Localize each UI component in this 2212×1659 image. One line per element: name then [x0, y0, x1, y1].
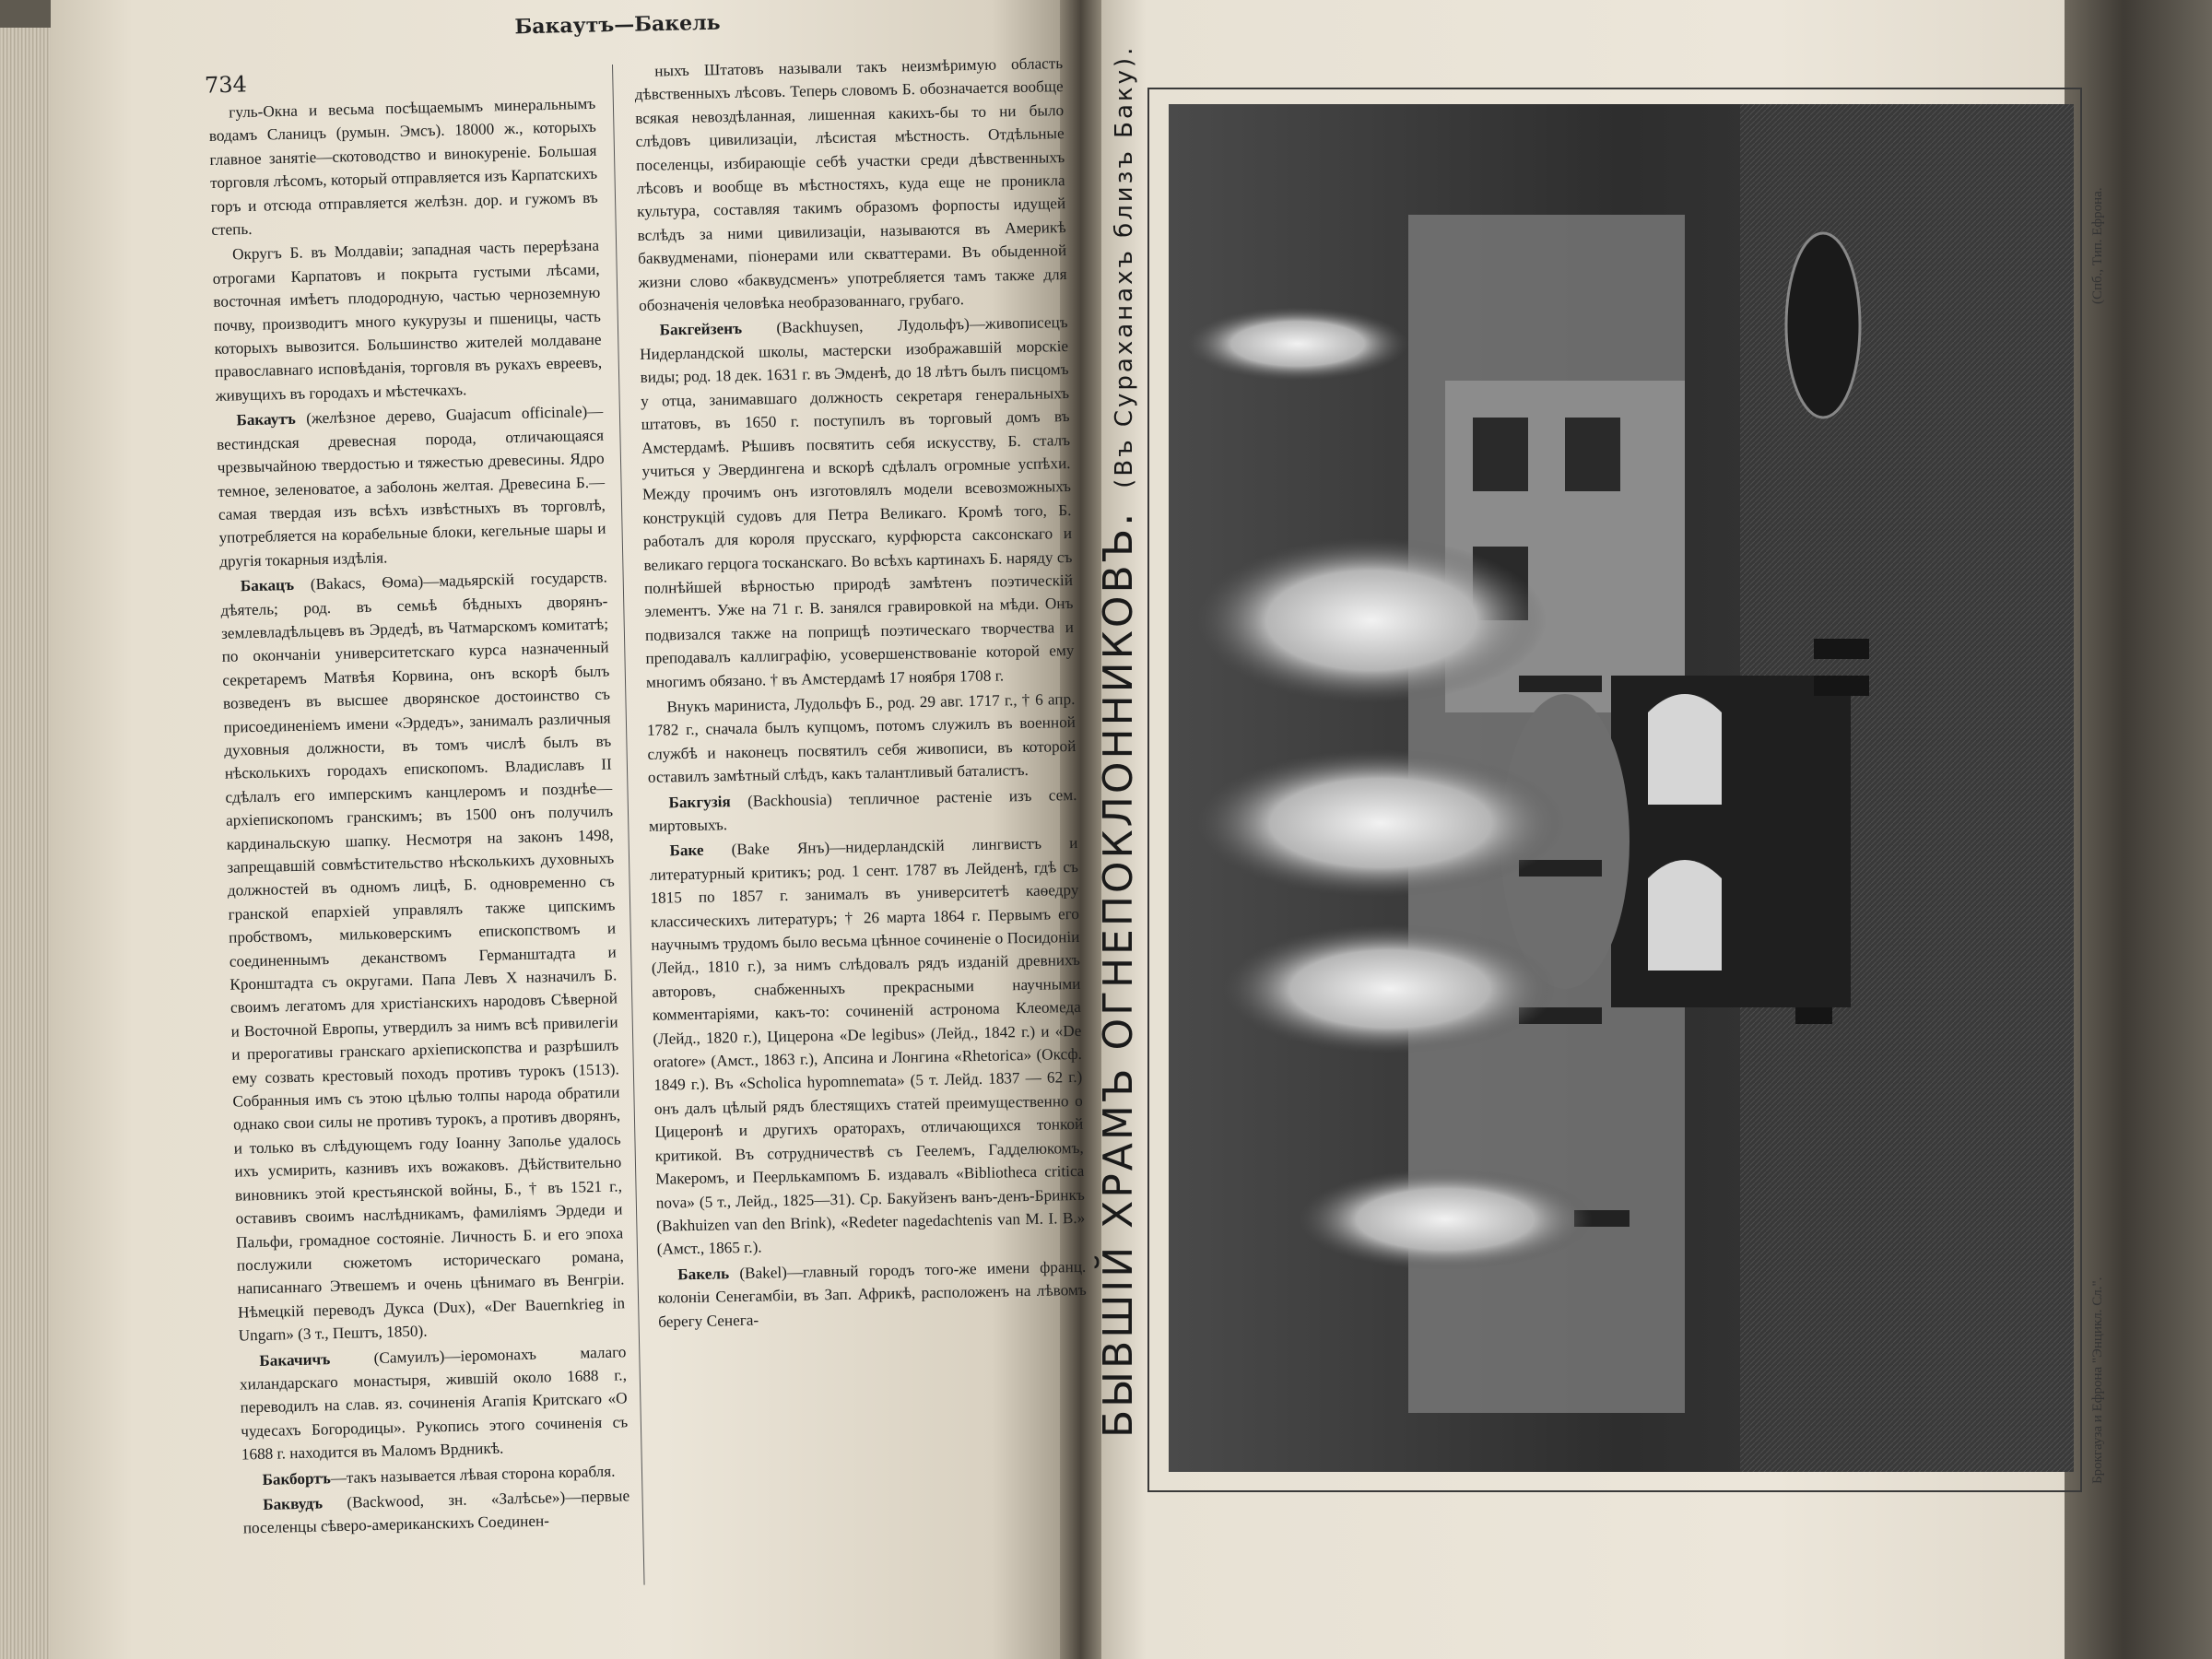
headword: Бакгузія [668, 792, 731, 812]
headword: Баквудъ [262, 1494, 324, 1513]
headword: Бакель [677, 1264, 730, 1284]
headword: Бакачичъ [259, 1349, 331, 1370]
book-cover-edge [2065, 0, 2212, 1659]
article-text: гуль-Окна и весьма посѣщаемымъ минеральнымъ водамъ Сланицъ (румын. Эмсъ). 18000 ж., которыхъ главное занятіе—скотоводство и винокуреніе. Большая торговля лѣсомъ, который отправляется изъ Карпатскихъ горъ и отсюда отправляется желѣзн. дор. и гужомъ въ степь. [208, 94, 598, 239]
headword: Бакбортъ [262, 1468, 331, 1488]
article-paragraph [639, 311, 1075, 693]
article-paragraph [242, 1484, 630, 1540]
article-text: (Backhuysen, Лудольфъ)—живописецъ Нидерландской школы, мастерски изображавшій морскіе виды; род. 18 дек. 1631 г. въ Эмденѣ, до 18 лѣтъ былъ писцомъ у отца, занимавшаго должность секретаря генеральныхъ штатовъ, въ 1650 г. поступилъ въ торговый домъ въ Амстердамѣ. Рѣшивъ посвятить себя искусству, Б. сталъ учиться у Эвердингена и вскорѣ сдѣлалъ огромные успѣхи. Между прочимъ онъ изготовлялъ модели всевозможныхъ конструкцій судовъ для Петра Великаго. Кромѣ того, Б. работалъ для короля прусскаго, курфюрста саксонскаго и великаго герцога тосканскаго. Во всѣхъ картинахъ Б. наряду съ полнѣйшей вѣрностью природѣ замѣтенъ поэтическій элементъ. Уже на 71 г. В. занялся гравировкой на мѣди. Онъ подвизался также на поприщѣ поэтическаго творчества и преподавалъ каллиграфію, усовершенствованіе которой ему многимъ обязано. † въ Амстердамѣ 17 ноября 1708 г. [639, 313, 1075, 691]
caption-sub: (Въ Сураханахъ близъ Баку). [1111, 44, 1138, 488]
headword: Бакацъ [240, 576, 295, 595]
article-paragraph [634, 52, 1067, 317]
headword: Бакгейзенъ [659, 320, 743, 339]
article-text: ныхъ Штатовъ называли такъ неизмѣримую область дѣвственныхъ лѣсовъ. Теперь словомъ Б. обозначается вообще всякая невоздѣланная, лишенная какихъ-бы то ни было слѣдовъ цивилизаціи, лѣсистая мѣстность. Отдѣльные поселенцы, избирающіе себѣ участки среди дѣвственныхъ лѣсовъ и вообще въ мѣстностяхъ, куда еще не проникла культура, составляя такимъ образомъ форпосты идущей вслѣдъ за ними цивилизаціи, называются въ Америкѣ баквудменами, піонерами или скваттерами. Въ обыденной жизни слово «баквудсменъ» употребляется тамъ также для обозначенія человѣка необразованнаго, грубаго. [634, 54, 1067, 315]
fire-temple-engraving [1169, 104, 2074, 1472]
text-column-right [634, 52, 1093, 1659]
article-text: Внукъ мариниста, Лудольфъ Б., род. 29 авг. 1717 г., † 6 апр. 1782 г., сначала былъ купцомъ, потомъ служилъ въ военной службѣ и наконецъ посвятилъ себя живописи, въ которой оставилъ замѣтный слѣдъ, какъ талантливый баталистъ. [646, 689, 1077, 787]
article-paragraph [239, 1340, 629, 1466]
article-text: (Backwood, зн. «Залѣсье»)—первые поселенцы сѣверо-американскихъ Соединен- [242, 1487, 630, 1537]
engraving-plate [1169, 104, 2074, 1472]
article-text: (Bakacs, Ѳома)—мадьярскій государств. дѣятель; род. въ семьѣ бѣдныхъ дворянъ-землевладѣльцевъ въ Эрдедѣ, въ Чатмарскомъ комитатѣ; по окончаніи университетскаго курса назначенный секретаремъ Матвѣя Корвина, онъ вскорѣ былъ возведенъ въ высшее дворянское достоинство съ присоединеніемъ имени «Эрдедъ», занималъ различныя духовныя должности, въ томъ числѣ былъ въ нѣсколькихъ городахъ епископомъ. Владиславъ II сдѣлалъ его имперскимъ канцлеромъ и позднѣе—архіепископомъ гранскимъ; въ 1500 онъ получилъ кардинальскую шапку. Несмотря на законъ 1498, запрещавшій совмѣстительство нѣсколькихъ духовныхъ должностей въ одномъ лицѣ, Б. одновременно съ гранской епархіей управлялъ также ципскимъ пробствомъ, мильковерскимъ епископствомъ и соединеннымъ деканствомъ Германштадта и Кронштадта съ округами. Папа Левъ X назначилъ Б. своимъ легатомъ для христіанскихъ народовъ Сѣверной и Восточной Европы, утвердилъ за нимъ всѣ привилегіи и прерогативы гранскаго архіепископства и разрѣшилъ ему созвать крестовый походъ противъ турокъ (1513). Собранныя имъ съ этою цѣлью толпы народа обратили однако свои силы не противъ турокъ, а противъ дворянъ, и только въ слѣдующемъ году Іоанну Заполье удалось ихъ усмирить, казнивъ ихъ вожаковъ. Дѣйствительно виновникъ этой крестьянской войны, Б., † въ 1521 г., оставивъ своимъ наслѣдникамъ, фамиліямъ Эрдеди и Пальфи, громадное состояніе. Личность Б. и его эпоха послужили сюжетомъ историческаго романа, написаннаго Этвешемъ и очень цѣнимаго въ Венгріи. Нѣмецкій переводъ Дукса (Dux), «Der Bauernkrieg in Ungarn» (3 т., Пештъ, 1850). [220, 568, 626, 1345]
imprint-printer: (Спб., Тип. Ефрона. [2090, 187, 2105, 304]
running-head: Бакаутъ—Бакель [514, 10, 721, 40]
article-text: (желѣзное дерево, Guajacum officinale)—вестиндская древесная порода, отличающаяся чрезвычайною твердостью и тяжестью древесины. Ядро темное, зеленоватое, а заболонь желтая. Древесина Б.—самая твердая изъ всѣхъ извѣстныхъ въ торговлѣ, употребляется на корабельные блоки, кегельные шары и другія токарныя издѣлія. [216, 402, 606, 571]
headword: Баке [669, 841, 704, 860]
imprint-publisher: Брокгауза и Ефрона "Энцикл. Сл.". [2090, 1277, 2105, 1484]
article-paragraph [649, 831, 1086, 1261]
article-text: —такъ называется лѣвая сторона корабля. [330, 1462, 616, 1487]
article-text: (Bakel)—главный городъ того-же имени франц. колоніи Сенегамбіи, въ Зап. Африкѣ, расположенъ на лѣвомъ берегу Сенега- [657, 1257, 1087, 1331]
article-text: (Самуилъ)—іеромонахъ малаго хиландарскаго монастыря, жившій около 1688 г., переводилъ на слав. яз. сочиненія Агапія Критскаго «О чудесахъ Богородицы». Рукопись этого сочиненія съ 1688 г. находится въ Маломъ Врдникѣ. [239, 1342, 629, 1464]
article-paragraph [216, 400, 606, 573]
article-paragraph [646, 688, 1077, 790]
article-paragraph [648, 783, 1077, 839]
text-column-left [208, 92, 633, 1659]
article-paragraph [208, 92, 599, 242]
headword: Бакаутъ [236, 410, 297, 429]
article-text: (Backhousia) тепличное растеніе изъ сем. миртовыхъ. [648, 785, 1077, 835]
caption-main: БЫВШІЙ ХРАМЪ ОГНЕПОКЛОННИКОВЪ.(Въ Сураханахъ близъ Баку). [1095, 44, 1142, 1438]
article-text: Округъ Б. въ Молдавіи; западная часть перерѣзана отрогами Карпатовъ и покрыта густыми лѣсами, восточная имѣетъ плодородную, частью черноземную почву, производитъ много кукурузы и пшеницы, часть которыхъ вывозится. Большинство жителей молдаване православнаго исповѣданія, торговля въ рукахъ евреевъ, живущихъ въ городахъ и мѣстечкахъ. [212, 237, 603, 405]
article-paragraph [212, 234, 603, 407]
article-paragraph [657, 1255, 1087, 1334]
article-text: (Bake Янъ)—нидерландскій лингвистъ и литературный критикъ; род. 1 сент. 1787 въ Лейденѣ, гдѣ съ 1815 по 1857 г. занималъ въ университетѣ каѳедру классическихъ литературъ; † 26 марта 1864 г. Первымъ его научнымъ трудомъ было весьма цѣнное сочиненіе о Посидоніи (Лейд., 1810 г.), за нимъ слѣдовалъ рядъ изданій древнихъ авторовъ, снабженныхъ прекрасными научными комментаріями, какъ-то: сочиненій астронома Клеомеда (Лейд., 1820 г.), Цицерона «De legibus» (Лейд., 1842 г.) и «De oratore» (Амст., 1863 г.), Апсина и Лонгина «Rhetorica» (Оксф. 1849 г.). Въ «Scholica hypomnemata» (5 т. Лейд. 1837 — 62 г.) онъ далъ цѣлый рядъ блестящихъ статей преимущественно о Цицеронѣ и другихъ ораторахъ, отличающихся тонкой критикой. Въ сотрудничествѣ съ Геелемъ, Гадделюкомъ, Макеромъ, и Пеерлькампомъ Б. издавалъ «Bibliotheca critica nova» (5 т., Лейд., 1825—31). Ср. Бакуйзенъ ванъ-денъ-Бринкъ (Bakhuizen van den Brink), «Redeter nagedachtenis van M. I. B.» (Амст., 1865 г.). [649, 834, 1086, 1259]
page-number: 734 [204, 71, 248, 99]
article-paragraph [220, 566, 626, 1347]
